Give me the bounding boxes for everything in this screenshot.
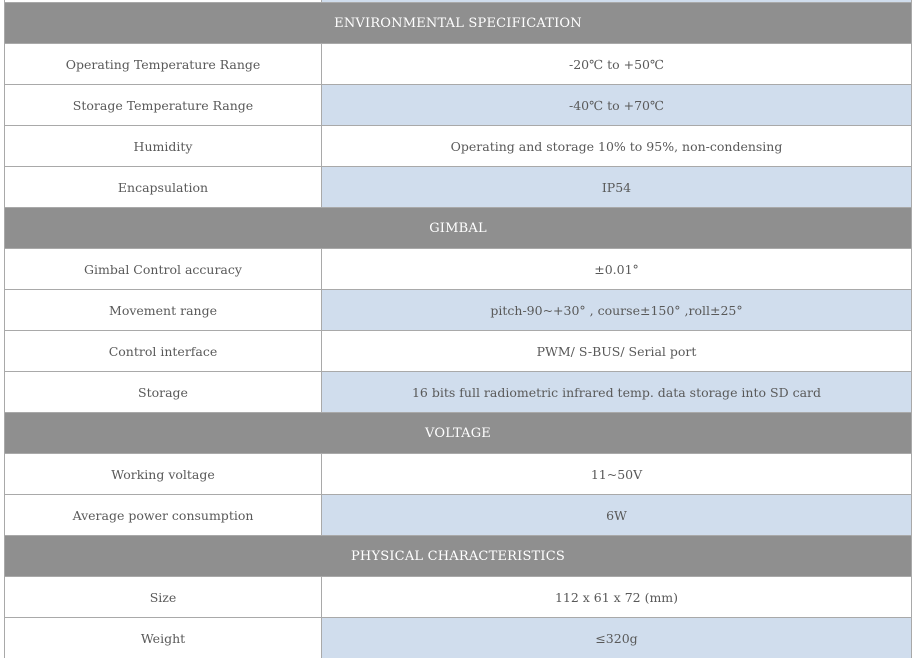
spec-label: Movement range (5, 290, 322, 331)
section-title: GIMBAL (5, 208, 912, 249)
table-row (5, 290, 912, 331)
section-title: ENVIRONMENTAL SPECIFICATION (5, 3, 912, 44)
section-header-environmental (5, 3, 912, 44)
table-row (5, 167, 912, 208)
table-row (5, 577, 912, 618)
spec-label: Encapsulation (5, 167, 322, 208)
spec-value: 6W (322, 495, 912, 536)
spec-label: Working voltage (5, 454, 322, 495)
spec-value: IP54 (322, 167, 912, 208)
table-row (5, 331, 912, 372)
spec-label: Gimbal Control accuracy (5, 249, 322, 290)
section-title: PHYSICAL CHARACTERISTICS (5, 536, 912, 577)
spec-table (4, 0, 912, 658)
spec-label: Control interface (5, 331, 322, 372)
spec-label: Storage Temperature Range (5, 85, 322, 126)
section-header-voltage (5, 413, 912, 454)
table-row (5, 372, 912, 413)
spec-label: Size (5, 577, 322, 618)
table-row (5, 618, 912, 658)
spec-value: ±0.01° (322, 249, 912, 290)
table-row (5, 454, 912, 495)
spec-value: -20℃ to +50℃ (322, 44, 912, 85)
spec-label: Average power consumption (5, 495, 322, 536)
spec-label: Storage (5, 372, 322, 413)
spec-value: PWM/ S-BUS/ Serial port (322, 331, 912, 372)
section-header-gimbal (5, 208, 912, 249)
spec-value: -40℃ to +70℃ (322, 85, 912, 126)
table-row (5, 85, 912, 126)
spec-value: 11~50V (322, 454, 912, 495)
spec-label: Weight (5, 618, 322, 658)
spec-value: 16 bits full radiometric infrared temp. data storage into SD card (322, 372, 912, 413)
spec-value: pitch-90~+30° , course±150° ,roll±25° (322, 290, 912, 331)
spec-label: Humidity (5, 126, 322, 167)
spec-label: Operating Temperature Range (5, 44, 322, 85)
table-row (5, 126, 912, 167)
spec-value: Operating and storage 10% to 95%, non-condensing (322, 126, 912, 167)
table-row (5, 495, 912, 536)
section-title: VOLTAGE (5, 413, 912, 454)
spec-value: 112 x 61 x 72 (mm) (322, 577, 912, 618)
table-row (5, 249, 912, 290)
section-header-physical (5, 536, 912, 577)
table-row (5, 44, 912, 85)
spec-value: ≤320g (322, 618, 912, 658)
